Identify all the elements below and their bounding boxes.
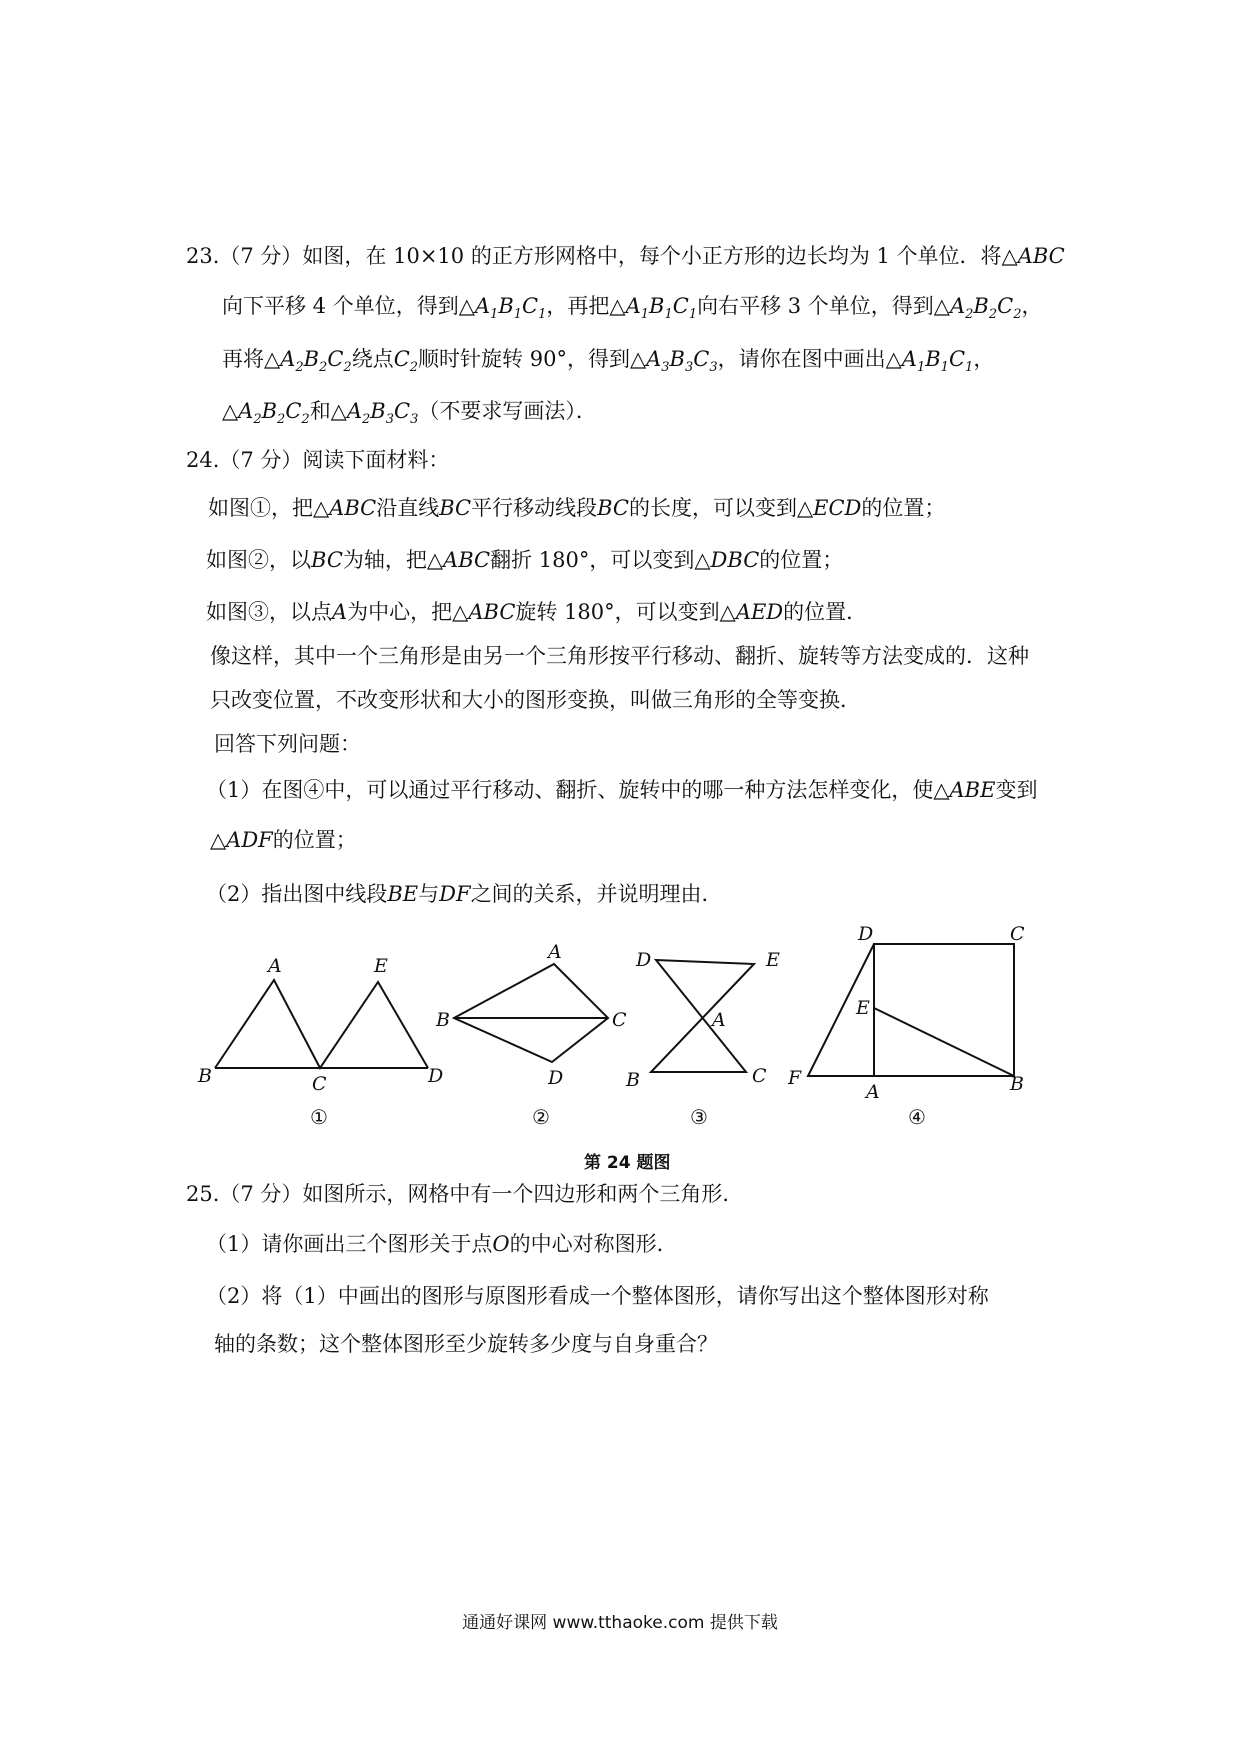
fig4-number: ④ [908,1105,926,1129]
fig4-square [874,944,1014,1076]
fig2-label-B: B [436,1009,450,1031]
fig3-label-D: D [636,949,652,971]
figure-caption: 第 24 题图 [584,1153,671,1173]
fig4-segment-EB [874,1008,1014,1076]
fig1-label-B: B [198,1065,212,1087]
fig4-label-D: D [858,923,874,945]
q25-sub-2-cont: 轴的条数；这个整体图形至少旋转多少度与自身重合？ [214,1332,718,1356]
figure-1 [197,955,443,1129]
fig4-label-F: F [788,1067,802,1089]
page-footer: 通通好课网 www.tthaoke.com 提供下载 [462,1613,778,1633]
fig2-quadrilateral [454,964,608,1062]
q23-line-2: 向下平移 4 个单位，得到$\triangle A_1B_1C_1$，再把$\triangle A_1B_1C_1$向右平移 3 个单位，得到$\triangle A_2B_2C_2$， [222,294,1043,323]
q24-fig1-desc: 如图①，把△ABC沿直线BC平行移动线段BC的长度，可以变到△ECD的位置； [208,496,946,520]
q24-line-1: 24.（7 分）阅读下面材料： [186,448,450,472]
fig2-label-A: A [548,941,562,963]
q24-sub-1: （1）在图④中，可以通过平行移动、翻折、旋转中的哪一种方法怎样变化，使△ABE变到 [206,778,1038,802]
q24-para-1: 像这样，其中一个三角形是由另一个三角形按平行移动、翻折、旋转等方法变成的．这种 [210,644,1029,668]
fig4-triangle-ADF [808,944,874,1076]
fig1-label-E: E [374,955,388,977]
q25-sub-1: （1）请你画出三个图形关于点O的中心对称图形． [206,1232,678,1256]
q24-sub-2: （2）指出图中线段BE与DF之间的关系，并说明理由． [206,882,723,906]
fig1-triangles [215,980,428,1068]
fig4-label-C: C [1010,923,1025,945]
fig1-number: ① [310,1105,328,1129]
fig1-label-C: C [312,1073,327,1095]
fig3-bowtie [651,960,754,1072]
q25-line-1: 25.（7 分）如图所示，网格中有一个四边形和两个三角形． [186,1182,744,1206]
fig3-label-C: C [752,1065,767,1087]
figure-3 [625,949,780,1129]
fig2-number: ② [532,1105,550,1129]
fig4-label-B: B [1010,1073,1024,1095]
fig4-label-A: A [866,1081,880,1103]
q23-line-1: 23.（7 分）如图，在 10×10 的正方形网格中，每个小正方形的边长均为 1 个单位．将△ABC [186,244,1065,268]
q24-sub-1-cont: △ADF的位置； [210,828,357,852]
q23-line-3: 再将$\triangle A_2B_2C_2$绕点$C_2$顺时针旋转 90°，得到$\triangle A_3B_3C_3$，请你在图中画出$\triangle A_1B_1C_1$， [222,347,995,376]
fig3-number: ③ [690,1105,708,1129]
q25-sub-2: （2）将（1）中画出的图形与原图形看成一个整体图形，请你写出这个整体图形对称 [206,1284,989,1308]
figure-2 [435,941,627,1129]
fig3-label-A: A [712,1009,726,1031]
q24-para-2: 只改变位置，不改变形状和大小的图形变换，叫做三角形的全等变换． [210,688,861,712]
fig1-label-A: A [268,955,282,977]
q23-line-4: $\triangle A_2B_2C_2$和$\triangle A_2B_3C_3$（不要求写画法）． [222,399,597,428]
q24-fig3-desc: 如图③，以点A为中心，把△ABC旋转 180°，可以变到△AED的位置． [206,600,868,624]
figure-4 [787,923,1025,1129]
fig1-label-D: D [428,1065,444,1087]
q24-ask: 回答下列问题： [214,732,361,756]
fig3-label-B: B [626,1069,640,1091]
fig3-label-E: E [766,949,780,971]
fig2-label-C: C [612,1009,627,1031]
fig2-label-D: D [548,1067,564,1089]
q24-fig2-desc: 如图②，以BC为轴，把△ABC翻折 180°，可以变到△DBC的位置； [206,548,844,572]
fig4-label-E: E [856,997,870,1019]
